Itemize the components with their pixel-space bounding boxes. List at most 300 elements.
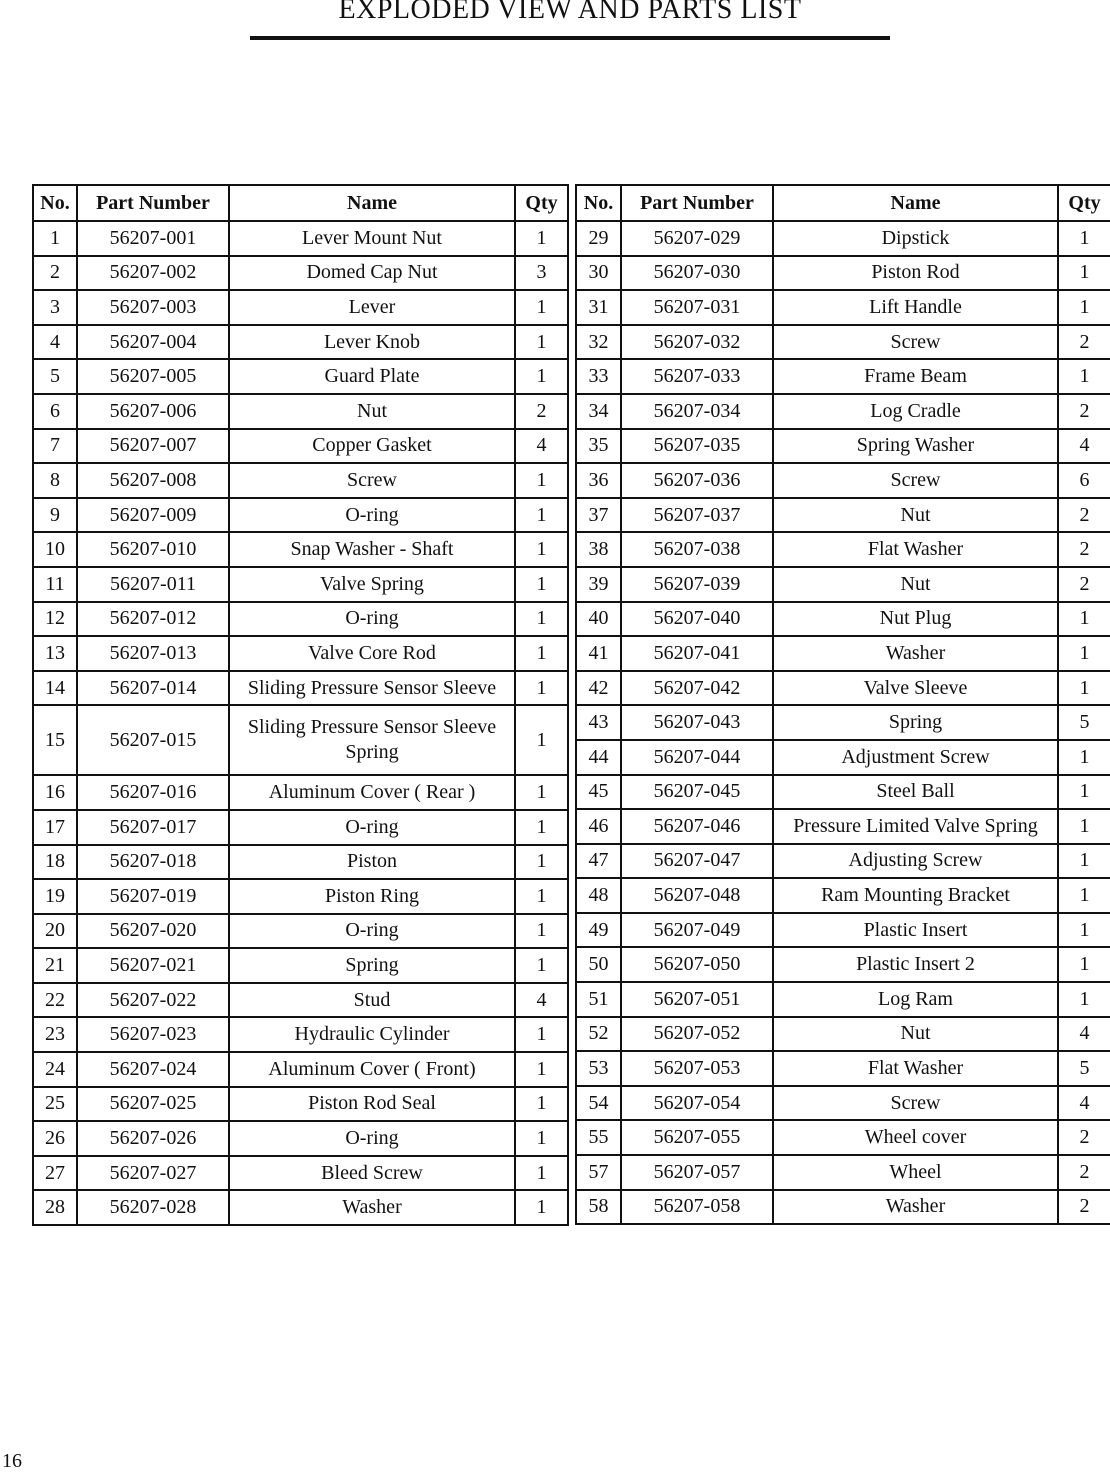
cell-name: Piston Ring [229,879,515,914]
cell-qty: 1 [515,1087,568,1122]
cell-part-number: 56207-049 [621,913,773,948]
cell-qty: 2 [1058,498,1110,533]
table-row [33,1052,568,1087]
cell-part-number: 56207-033 [621,359,773,394]
cell-no: 24 [33,1052,77,1087]
cell-part-number: 56207-022 [77,983,229,1018]
table-row [576,1051,1110,1086]
table-row [576,429,1110,464]
cell-name: Plastic Insert 2 [773,947,1058,982]
cell-no: 33 [576,359,621,394]
cell-qty: 1 [515,705,568,775]
table-row [33,810,568,845]
table-row [576,256,1110,291]
cell-qty: 1 [515,948,568,983]
cell-no: 27 [33,1156,77,1191]
cell-no: 57 [576,1155,621,1190]
cell-qty: 1 [1058,947,1110,982]
cell-no: 3 [33,290,77,325]
table-row [576,775,1110,810]
cell-qty: 1 [1058,982,1110,1017]
cell-no: 6 [33,394,77,429]
cell-no: 13 [33,636,77,671]
cell-name: Valve Spring [229,567,515,602]
cell-part-number: 56207-034 [621,394,773,429]
cell-part-number: 56207-016 [77,775,229,810]
cell-name: Screw [773,325,1058,360]
page-title: EXPLODED VIEW AND PARTS LIST [338,0,802,25]
cell-no: 5 [33,359,77,394]
cell-part-number: 56207-007 [77,429,229,464]
cell-part-number: 56207-058 [621,1190,773,1225]
cell-name: Lever Knob [229,325,515,360]
parts-table-left-body [33,221,568,1225]
cell-qty: 1 [515,532,568,567]
cell-qty: 2 [1058,1190,1110,1225]
table-row [33,845,568,880]
cell-qty: 1 [515,671,568,706]
cell-part-number: 56207-057 [621,1155,773,1190]
cell-part-number: 56207-050 [621,947,773,982]
cell-name: Nut [773,498,1058,533]
cell-part-number: 56207-028 [77,1190,229,1225]
cell-part-number: 56207-048 [621,878,773,913]
cell-name: Lever [229,290,515,325]
cell-name: Lever Mount Nut [229,221,515,256]
cell-name: Valve Core Rod [229,636,515,671]
cell-part-number: 56207-027 [77,1156,229,1191]
table-row [576,532,1110,567]
cell-no: 40 [576,602,621,637]
table-row [576,878,1110,913]
table-row [576,705,1110,740]
table-row [576,982,1110,1017]
cell-no: 48 [576,878,621,913]
cell-qty: 2 [1058,567,1110,602]
table-row [33,1087,568,1122]
header-qty: Qty [1058,185,1110,221]
cell-part-number: 56207-030 [621,256,773,291]
cell-part-number: 56207-008 [77,463,229,498]
table-row [33,671,568,706]
parts-table-left [32,184,569,1226]
cell-no: 28 [33,1190,77,1225]
table-row [33,429,568,464]
cell-no: 20 [33,914,77,949]
cell-name: Screw [229,463,515,498]
cell-no: 10 [33,532,77,567]
table-row [33,394,568,429]
table-row [576,809,1110,844]
cell-part-number: 56207-011 [77,567,229,602]
parts-table-right-body [576,221,1110,1224]
cell-part-number: 56207-031 [621,290,773,325]
cell-name: Bleed Screw [229,1156,515,1191]
table-row [33,983,568,1018]
cell-no: 36 [576,463,621,498]
cell-qty: 1 [515,290,568,325]
cell-no: 34 [576,394,621,429]
cell-part-number: 56207-032 [621,325,773,360]
cell-no: 7 [33,429,77,464]
cell-no: 26 [33,1121,77,1156]
cell-qty: 1 [1058,256,1110,291]
cell-part-number: 56207-006 [77,394,229,429]
cell-name: Stud [229,983,515,1018]
cell-no: 54 [576,1086,621,1121]
cell-no: 39 [576,567,621,602]
cell-qty: 1 [515,1017,568,1052]
cell-name: Aluminum Cover ( Front) [229,1052,515,1087]
cell-name: Guard Plate [229,359,515,394]
cell-no: 12 [33,602,77,637]
cell-part-number: 56207-021 [77,948,229,983]
table-row [576,498,1110,533]
cell-part-number: 56207-009 [77,498,229,533]
cell-name: Adjusting Screw [773,844,1058,879]
cell-qty: 2 [515,394,568,429]
cell-no: 51 [576,982,621,1017]
cell-qty: 1 [515,845,568,880]
cell-no: 22 [33,983,77,1018]
table-row [33,567,568,602]
table-row [33,1121,568,1156]
cell-name: Sliding Pressure Sensor Sleeve Spring [229,705,515,775]
table-row [33,948,568,983]
cell-qty: 1 [515,1052,568,1087]
cell-qty: 1 [1058,671,1110,706]
cell-part-number: 56207-044 [621,740,773,775]
cell-qty: 5 [1058,705,1110,740]
cell-no: 44 [576,740,621,775]
cell-part-number: 56207-047 [621,844,773,879]
cell-name: Sliding Pressure Sensor Sleeve [229,671,515,706]
cell-name: O-ring [229,498,515,533]
page-number: 16 [2,1450,22,1472]
table-row [576,359,1110,394]
cell-name: Copper Gasket [229,429,515,464]
table-row [33,636,568,671]
cell-name: Flat Washer [773,1051,1058,1086]
cell-part-number: 56207-019 [77,879,229,914]
cell-name: Screw [773,463,1058,498]
cell-part-number: 56207-039 [621,567,773,602]
cell-part-number: 56207-015 [77,705,229,775]
cell-part-number: 56207-010 [77,532,229,567]
cell-part-number: 56207-046 [621,809,773,844]
cell-qty: 1 [515,602,568,637]
cell-no: 2 [33,256,77,291]
cell-part-number: 56207-023 [77,1017,229,1052]
title-underline [250,36,890,40]
cell-no: 38 [576,532,621,567]
cell-no: 46 [576,809,621,844]
cell-name: Ram Mounting Bracket [773,878,1058,913]
table-row [33,1156,568,1191]
table-row [576,221,1110,256]
cell-qty: 1 [1058,844,1110,879]
cell-qty: 1 [1058,636,1110,671]
table-row [33,463,568,498]
cell-part-number: 56207-038 [621,532,773,567]
cell-no: 30 [576,256,621,291]
cell-part-number: 56207-040 [621,602,773,637]
cell-part-number: 56207-024 [77,1052,229,1087]
cell-no: 49 [576,913,621,948]
cell-name: O-ring [229,914,515,949]
cell-part-number: 56207-012 [77,602,229,637]
cell-part-number: 56207-020 [77,914,229,949]
cell-name: Nut [773,1017,1058,1052]
cell-no: 35 [576,429,621,464]
cell-qty: 1 [515,879,568,914]
table-row [33,1190,568,1225]
cell-no: 32 [576,325,621,360]
cell-no: 1 [33,221,77,256]
table-row [576,636,1110,671]
cell-no: 50 [576,947,621,982]
cell-part-number: 56207-018 [77,845,229,880]
cell-part-number: 56207-052 [621,1017,773,1052]
cell-name: Plastic Insert [773,913,1058,948]
cell-name: Piston [229,845,515,880]
cell-name: Valve Sleeve [773,671,1058,706]
cell-qty: 1 [515,463,568,498]
table-row [576,1190,1110,1225]
cell-qty: 1 [515,775,568,810]
cell-name: Steel Ball [773,775,1058,810]
cell-name: Washer [229,1190,515,1225]
table-row [576,290,1110,325]
table-row [33,256,568,291]
table-row [576,1120,1110,1155]
cell-qty: 1 [515,636,568,671]
cell-name: Piston Rod [773,256,1058,291]
cell-no: 31 [576,290,621,325]
cell-name: Pressure Limited Valve Spring [773,809,1058,844]
cell-name: O-ring [229,810,515,845]
cell-part-number: 56207-035 [621,429,773,464]
cell-qty: 4 [515,429,568,464]
table-row [576,844,1110,879]
cell-no: 4 [33,325,77,360]
cell-part-number: 56207-014 [77,671,229,706]
cell-part-number: 56207-053 [621,1051,773,1086]
cell-qty: 2 [1058,325,1110,360]
cell-name: Screw [773,1086,1058,1121]
cell-part-number: 56207-041 [621,636,773,671]
header-part-number: Part Number [621,185,773,221]
cell-qty: 1 [1058,359,1110,394]
cell-qty: 2 [1058,1155,1110,1190]
cell-qty: 4 [515,983,568,1018]
table-row [576,740,1110,775]
table-row [33,705,568,775]
cell-name: Domed Cap Nut [229,256,515,291]
cell-no: 17 [33,810,77,845]
header-name: Name [773,185,1058,221]
table-row [33,498,568,533]
cell-qty: 1 [515,914,568,949]
cell-part-number: 56207-001 [77,221,229,256]
cell-name: Adjustment Screw [773,740,1058,775]
cell-part-number: 56207-042 [621,671,773,706]
table-row [576,1017,1110,1052]
cell-part-number: 56207-025 [77,1087,229,1122]
cell-no: 11 [33,567,77,602]
cell-qty: 4 [1058,1086,1110,1121]
cell-name: Snap Washer - Shaft [229,532,515,567]
cell-no: 53 [576,1051,621,1086]
cell-name: Piston Rod Seal [229,1087,515,1122]
cell-no: 19 [33,879,77,914]
cell-name: Wheel cover [773,1120,1058,1155]
cell-no: 43 [576,705,621,740]
table-row [576,1086,1110,1121]
cell-no: 23 [33,1017,77,1052]
table-row [576,602,1110,637]
cell-name: Hydraulic Cylinder [229,1017,515,1052]
cell-qty: 6 [1058,463,1110,498]
cell-qty: 5 [1058,1051,1110,1086]
cell-name: Wheel [773,1155,1058,1190]
cell-part-number: 56207-005 [77,359,229,394]
cell-no: 8 [33,463,77,498]
cell-no: 45 [576,775,621,810]
cell-part-number: 56207-054 [621,1086,773,1121]
cell-qty: 3 [515,256,568,291]
cell-qty: 1 [1058,913,1110,948]
cell-qty: 1 [515,221,568,256]
cell-qty: 1 [1058,740,1110,775]
cell-name: O-ring [229,1121,515,1156]
table-row [33,775,568,810]
cell-name: Spring [773,705,1058,740]
table-header-row [33,185,568,221]
cell-qty: 1 [515,498,568,533]
table-row [576,463,1110,498]
cell-qty: 2 [1058,394,1110,429]
cell-name: Frame Beam [773,359,1058,394]
table-row [576,394,1110,429]
table-row [33,1017,568,1052]
cell-part-number: 56207-043 [621,705,773,740]
cell-part-number: 56207-029 [621,221,773,256]
cell-name: Lift Handle [773,290,1058,325]
cell-no: 15 [33,705,77,775]
cell-no: 58 [576,1190,621,1225]
cell-qty: 1 [515,1190,568,1225]
cell-qty: 1 [1058,602,1110,637]
table-row [576,325,1110,360]
cell-name: Nut Plug [773,602,1058,637]
cell-part-number: 56207-017 [77,810,229,845]
table-row [576,1155,1110,1190]
table-row [576,567,1110,602]
table-row [33,325,568,360]
cell-part-number: 56207-051 [621,982,773,1017]
cell-qty: 4 [1058,429,1110,464]
cell-qty: 1 [1058,878,1110,913]
cell-no: 47 [576,844,621,879]
cell-no: 55 [576,1120,621,1155]
cell-name: Flat Washer [773,532,1058,567]
header-qty: Qty [515,185,568,221]
table-header-row [576,185,1110,221]
cell-no: 18 [33,845,77,880]
cell-qty: 1 [515,567,568,602]
cell-qty: 1 [515,1121,568,1156]
cell-part-number: 56207-004 [77,325,229,360]
cell-name: Dipstick [773,221,1058,256]
cell-qty: 1 [1058,221,1110,256]
table-row [576,671,1110,706]
table-row [33,221,568,256]
cell-qty: 2 [1058,1120,1110,1155]
cell-no: 16 [33,775,77,810]
cell-no: 14 [33,671,77,706]
table-row [33,359,568,394]
cell-no: 41 [576,636,621,671]
parts-table-right [575,184,1110,1225]
cell-qty: 1 [515,359,568,394]
cell-name: O-ring [229,602,515,637]
cell-qty: 2 [1058,532,1110,567]
cell-qty: 1 [1058,775,1110,810]
header-no: No. [33,185,77,221]
table-row [576,947,1110,982]
table-row [33,602,568,637]
cell-part-number: 56207-036 [621,463,773,498]
cell-no: 37 [576,498,621,533]
header-part-number: Part Number [77,185,229,221]
cell-qty: 1 [515,810,568,845]
cell-part-number: 56207-002 [77,256,229,291]
header-no: No. [576,185,621,221]
cell-part-number: 56207-003 [77,290,229,325]
cell-part-number: 56207-026 [77,1121,229,1156]
cell-no: 29 [576,221,621,256]
cell-name: Spring [229,948,515,983]
cell-part-number: 56207-045 [621,775,773,810]
cell-qty: 1 [1058,809,1110,844]
cell-name: Nut [229,394,515,429]
table-row [33,532,568,567]
cell-no: 52 [576,1017,621,1052]
cell-name: Log Ram [773,982,1058,1017]
cell-no: 25 [33,1087,77,1122]
cell-no: 21 [33,948,77,983]
cell-name: Washer [773,636,1058,671]
cell-no: 9 [33,498,77,533]
header-name: Name [229,185,515,221]
table-row [576,913,1110,948]
cell-name: Washer [773,1190,1058,1225]
cell-qty: 1 [515,325,568,360]
cell-name: Aluminum Cover ( Rear ) [229,775,515,810]
cell-part-number: 56207-013 [77,636,229,671]
table-row [33,914,568,949]
table-row [33,879,568,914]
cell-qty: 1 [1058,290,1110,325]
cell-qty: 4 [1058,1017,1110,1052]
table-row [33,290,568,325]
cell-name: Nut [773,567,1058,602]
cell-name: Spring Washer [773,429,1058,464]
cell-no: 42 [576,671,621,706]
cell-name: Log Cradle [773,394,1058,429]
cell-part-number: 56207-055 [621,1120,773,1155]
